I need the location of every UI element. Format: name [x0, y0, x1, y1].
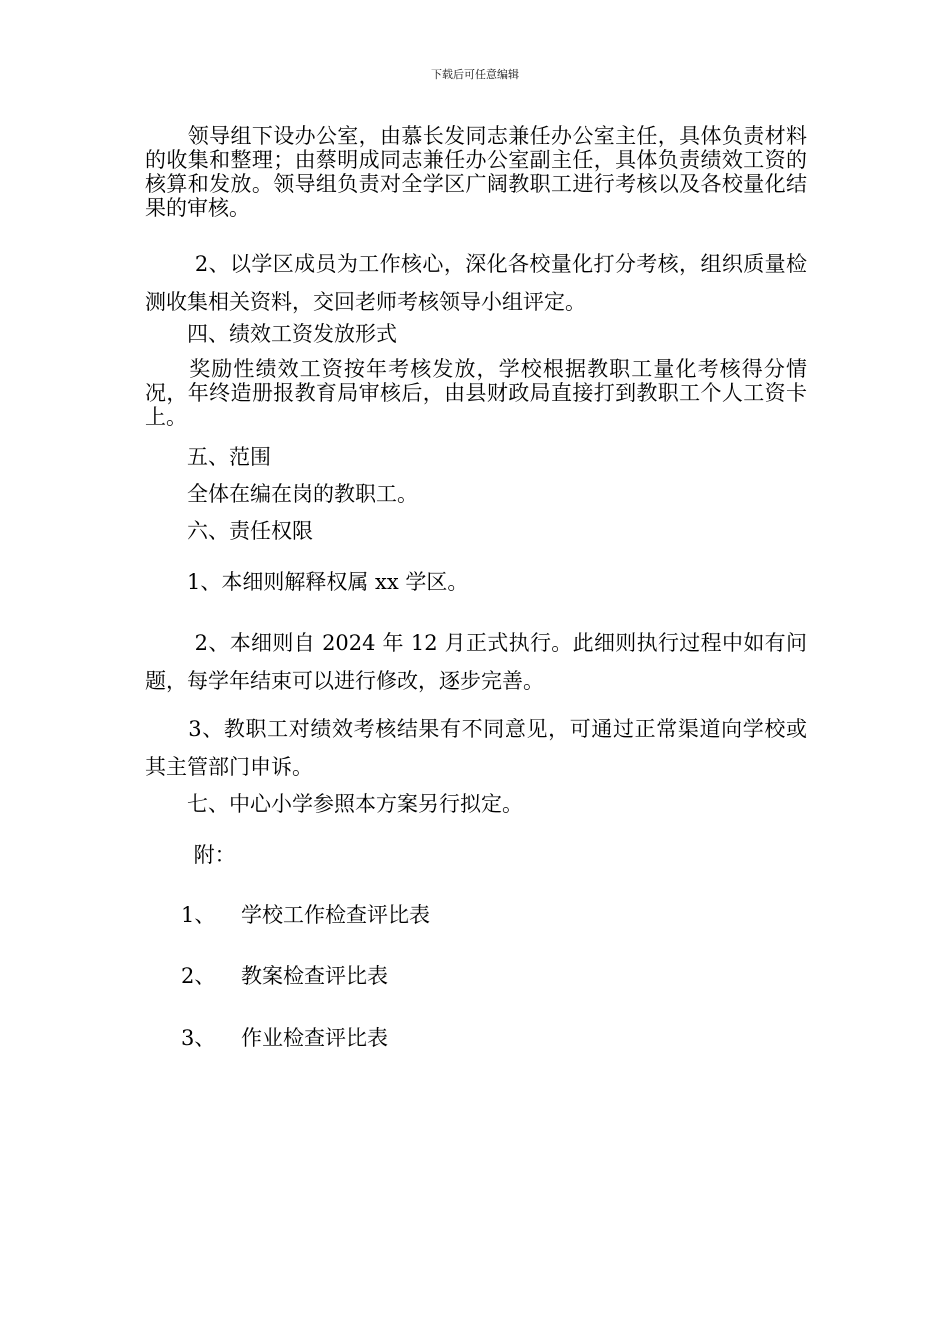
- payment-paragraph: 奖励性绩效工资按年考核发放，学校根据教职工量化考核得分情况，年终造册报教育局审核后，由县财政局直接打到教职工个人工资卡上。: [145, 357, 807, 429]
- section-5-heading: 五、范围: [145, 445, 271, 469]
- scope-paragraph: 全体在编在岗的教职工。: [145, 482, 418, 506]
- attachment-item: [181, 900, 430, 930]
- page-header: 下载后可任意编辑: [431, 68, 519, 81]
- attachment-title: 教案检查评比表: [241, 964, 388, 988]
- section-4-heading: 四、绩效工资发放形式: [145, 322, 397, 346]
- attachment-number: 2、: [181, 964, 216, 988]
- section-7-paragraph: 七、中心小学参照本方案另行拟定。: [145, 792, 523, 816]
- attachment-item: [181, 1023, 388, 1053]
- attachment-number: 3、: [181, 1026, 216, 1050]
- attachment-title: 作业检查评比表: [241, 1026, 388, 1050]
- rule-2-paragraph: 2、本细则自 2024 年 12 月正式执行。此细则执行过程中如有问题，每学年结束可以进行修改，逐步完善。: [145, 631, 807, 693]
- attachment-title: 学校工作检查评比表: [241, 903, 430, 927]
- rule-3-paragraph: 3、教职工对绩效考核结果有不同意见，可通过正常渠道向学校或其主管部门申诉。: [145, 717, 807, 779]
- section-6-heading: 六、责任权限: [145, 519, 313, 543]
- attachment-item: [181, 961, 388, 991]
- item-2-paragraph: 2、以学区成员为工作核心，深化各校量化打分考核，组织质量检测收集相关资料，交回老师考核领导小组评定。: [145, 252, 807, 314]
- office-paragraph: 领导组下设办公室，由慕长发同志兼任办公室主任，具体负责材料的收集和整理；由蔡明成同志兼任办公室副主任，具体负责绩效工资的核算和发放。领导组负责对全学区广阔教职工进行考核以及各校量化结果的审核。: [145, 124, 807, 220]
- attachment-number: 1、: [181, 903, 216, 927]
- appendix-label: 附：: [145, 843, 236, 867]
- rule-1-paragraph: 1、本细则解释权属 xx 学区。: [145, 570, 469, 594]
